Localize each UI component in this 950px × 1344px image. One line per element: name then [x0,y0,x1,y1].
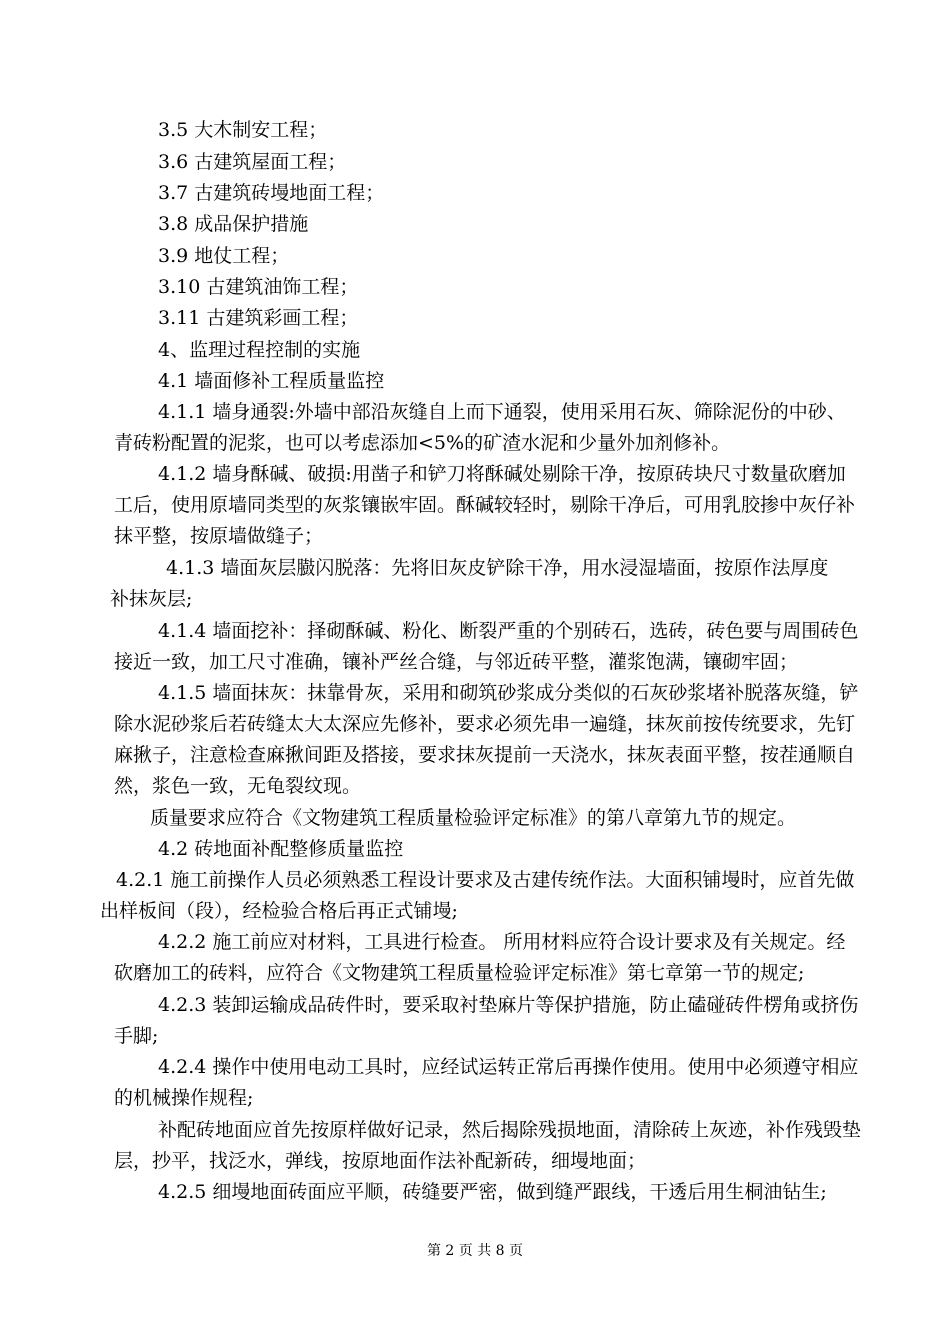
text-line: 4.1.1 墙身通裂:外墙中部沿灰缝自上而下通裂，使用采用石灰、筛除泥份的中砂、 [158,401,846,423]
text-line: 抹平整，按原墙做缝子； [114,525,324,547]
text-line: 然，浆色一致，无龟裂纹现。 [114,775,362,797]
text-line: 青砖粉配置的泥浆，也可以考虑添加<5%的矿渣水泥和少量外加剂修补。 [114,432,731,454]
text-line: 4.2.4 操作中使用电动工具时，应经试运转正常后再操作使用。使用中必须遵守相应 [158,1056,859,1078]
text-line: 3.11 古建筑彩画工程； [158,307,359,329]
text-line: 3.7 古建筑砖墁地面工程； [158,182,385,204]
text-line: 3.9 地仗工程； [158,245,290,267]
text-line: 工后，使用原墙同类型的灰浆镶嵌牢固。酥碱较轻时，剔除干净后，可用乳胶掺中灰仔补 [114,494,856,516]
text-line: 4.2.2 施工前应对材料，工具进行检查。 所用材料应符合设计要求及有关规定。经 [158,931,846,953]
text-line: 手脚; [114,1025,159,1047]
text-line: 3.8 成品保护措施 [158,213,309,235]
text-line: 4.1.5 墙面抹灰：抹靠骨灰，采用和砌筑砂浆成分类似的石灰砂浆堵补脱落灰缝，铲 [158,682,859,704]
text-line: 补抹灰层; [110,588,193,610]
text-line: 除水泥砂浆后若砖缝太大太深应先修补，要求必须先串一遍缝，抹灰前按传统要求，先钉 [114,713,856,735]
text-line: 的机械操作规程; [114,1087,254,1109]
page-footer: 第 2 页 共 8 页 [426,1243,524,1259]
text-line: 接近一致，加工尺寸准确，镶补严丝合缝，与邻近砖平整，灌浆饱满，镶砌牢固； [114,651,799,673]
text-line: 3.10 古建筑油饰工程； [158,276,359,298]
text-line: 4.2.5 细墁地面砖面应平顺，砖缝要严密，做到缝严跟线，干透后用生桐油钻生; [158,1181,827,1203]
text-line: 补配砖地面应首先按原样做好记录，然后揭除残损地面，清除砖上灰迹，补作残毁垫 [158,1119,862,1141]
text-line: 砍磨加工的砖料，应符合《文物建筑工程质量检验评定标准》第七章第一节的规定; [114,962,805,984]
text-line: 4.1.3 墙面灰层臌闪脱落：先将旧灰皮铲除干净，用水浸湿墙面，按原作法厚度 [166,557,829,579]
text-line: 质量要求应符合《文物建筑工程质量检验评定标准》的第八章第九节的规定。 [150,807,797,829]
text-line: 4.1.2 墙身酥碱、破损:用凿子和铲刀将酥碱处剔除干净，按原砖块尺寸数量砍磨加 [158,463,846,485]
text-line: 4.1.4 墙面挖补：择砌酥碱、粉化、断裂严重的个别砖石，选砖，砖色要与周围砖色 [158,620,859,642]
section-heading: 4、监理过程控制的实施 [158,339,361,361]
subsection-heading: 4.2 砖地面补配整修质量监控 [158,838,404,860]
text-line: 3.5 大木制安工程； [158,119,328,141]
text-line: 出样板间（段），经检验合格后再正式铺墁; [100,900,458,922]
text-line: 4.2.1 施工前操作人员必须熟悉工程设计要求及古建传统作法。大面积铺墁时，应首先做 [116,869,855,891]
text-line: 层，抄平，找泛水，弹线，按原地面作法补配新砖，细墁地面； [114,1150,647,1172]
text-line: 麻揪子，注意检查麻揪间距及搭接，要求抹灰提前一天浇水，抹灰表面平整，按茬通顺自 [114,744,856,766]
subsection-heading: 4.1 墙面修补工程质量监控 [158,370,385,392]
text-line: 4.2.3 装卸运输成品砖件时，要采取衬垫麻片等保护措施，防止磕碰砖件楞角或挤伤 [158,994,859,1016]
text-line: 3.6 古建筑屋面工程； [158,151,347,173]
